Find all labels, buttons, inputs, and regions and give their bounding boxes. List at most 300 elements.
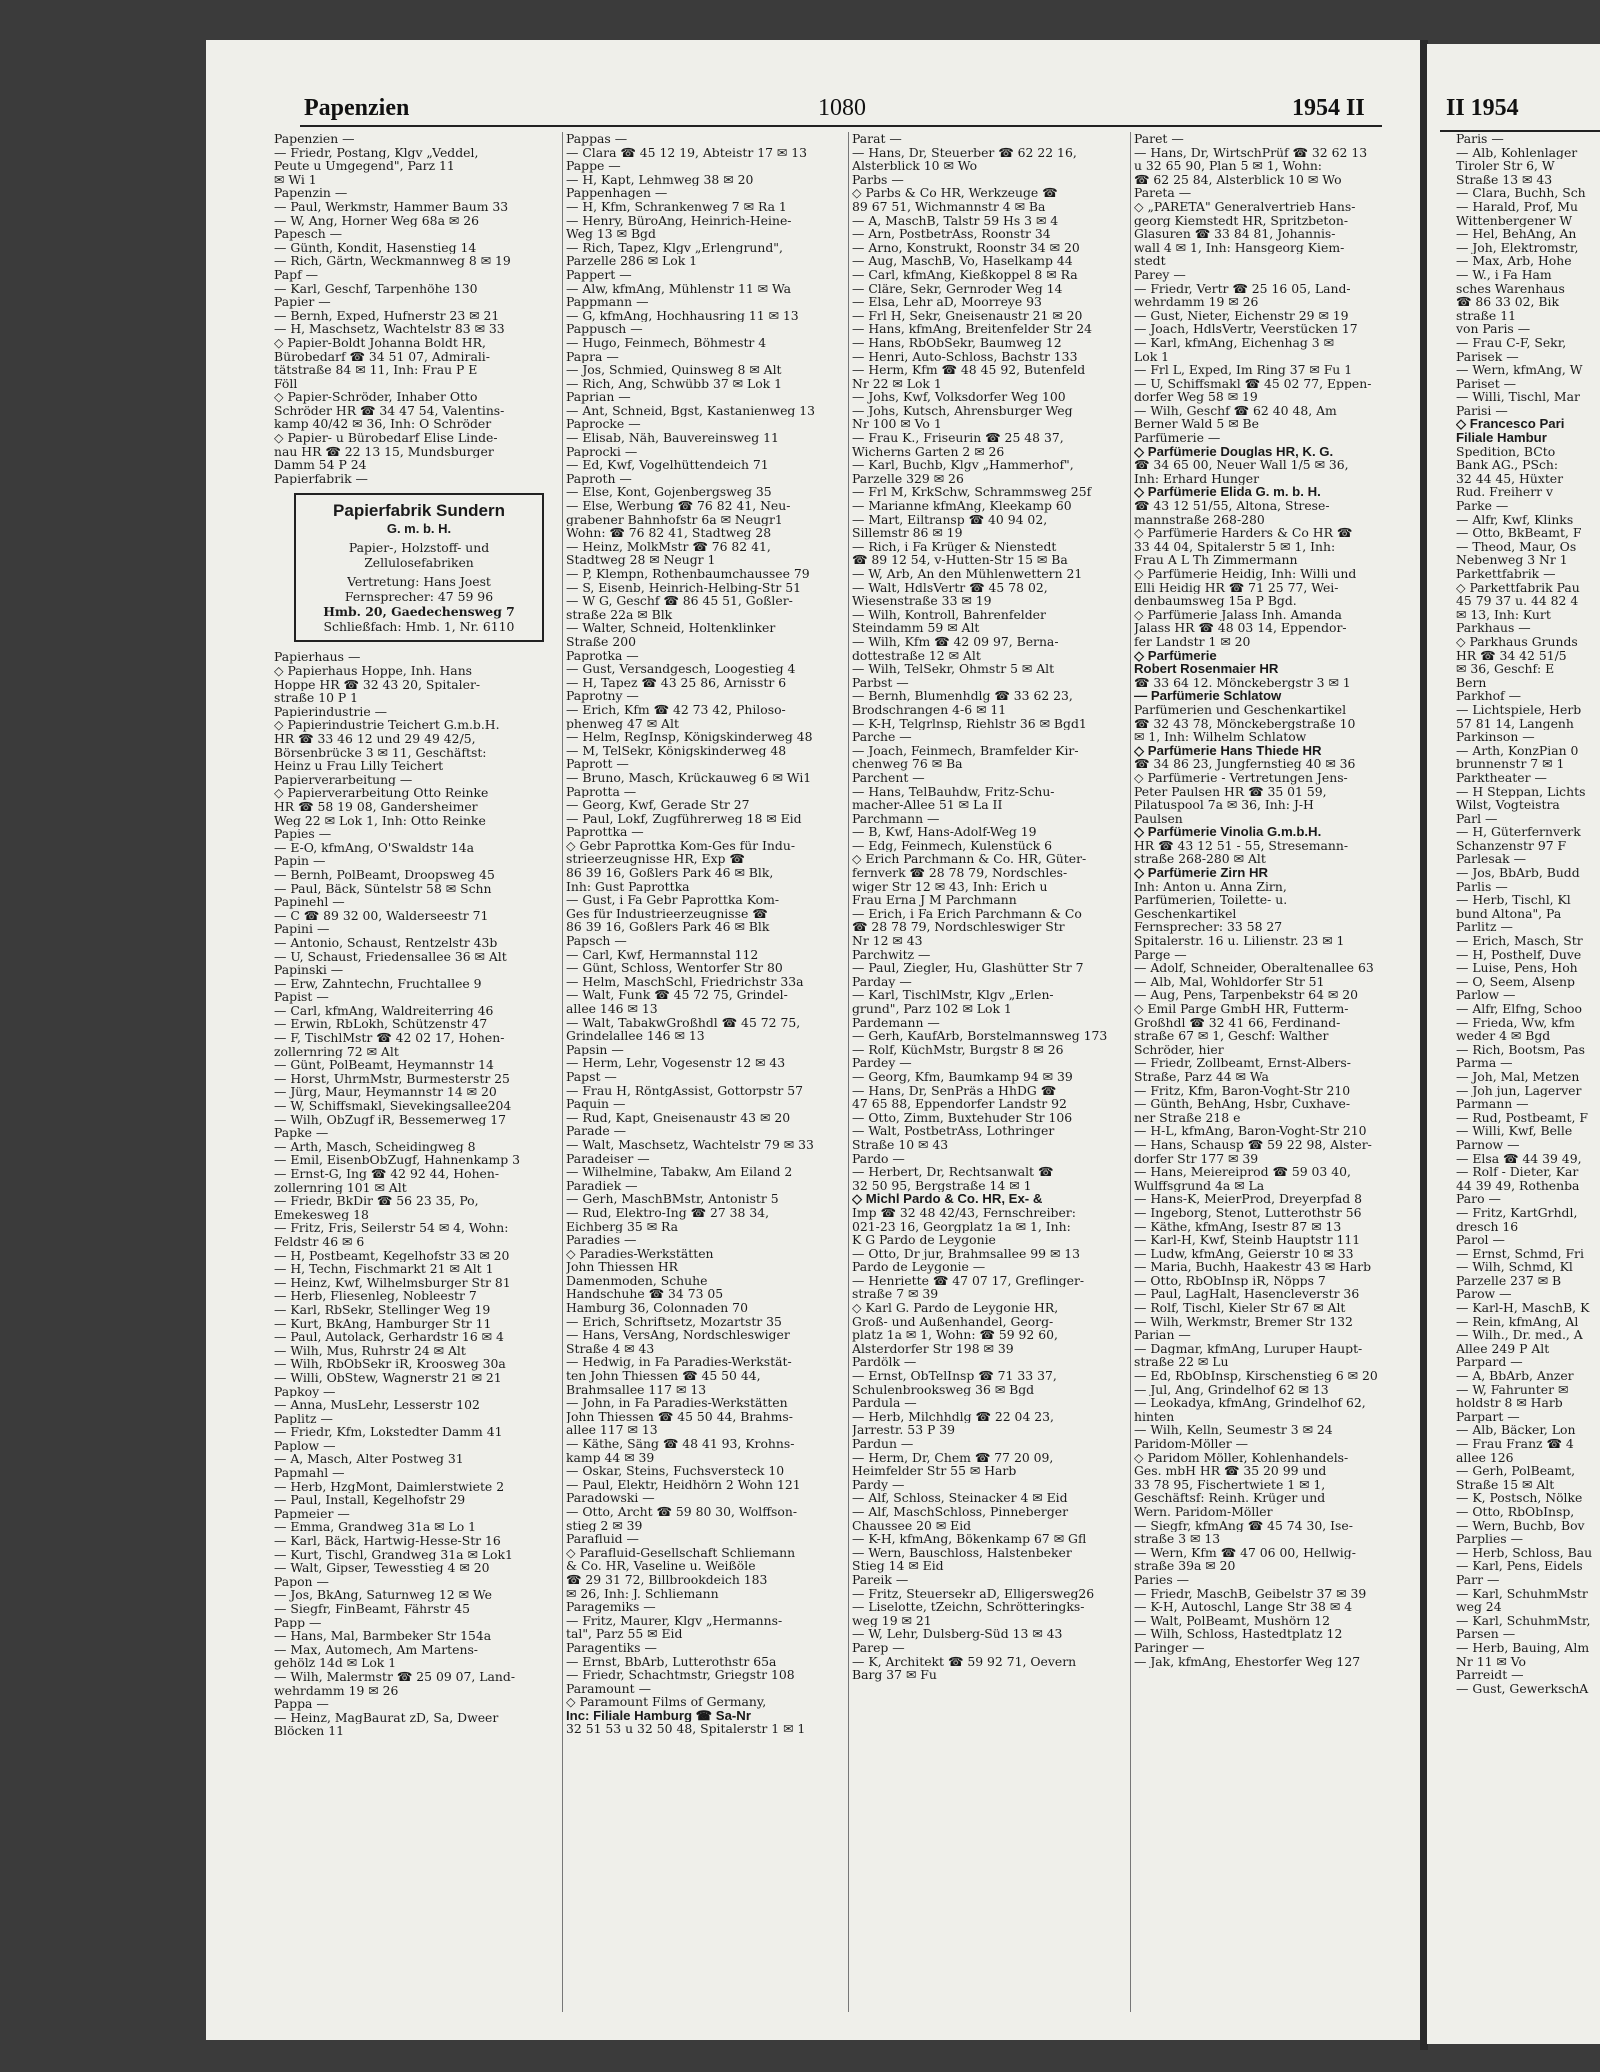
directory-entry: — Rich, Bootsm, Pas bbox=[1456, 1042, 1585, 1057]
directory-entry: — Else, Kont, Gojenbergsweg 35 bbox=[566, 485, 772, 500]
directory-entry: dresch 16 bbox=[1456, 1219, 1519, 1234]
directory-entry: ☎ 62 25 84, Alsterblick 10 ✉ Wo bbox=[1134, 172, 1342, 187]
surname-heading: Papf — bbox=[274, 267, 319, 282]
directory-entry: dorfer Str 177 ✉ 39 bbox=[1134, 1151, 1259, 1166]
directory-entry: — Aug, Pens, Tarpenbekstr 64 ✉ 20 bbox=[1134, 988, 1359, 1002]
directory-entry: — C ☎ 89 32 00, Walderseestr 71 bbox=[274, 908, 489, 923]
directory-entry: Rud. Freiherr v bbox=[1456, 485, 1554, 500]
surname-heading: Pardo — bbox=[852, 1151, 905, 1166]
directory-entry: — Rolf, KüchMstr, Burgstr 8 ✉ 26 bbox=[852, 1042, 1064, 1057]
directory-entry: — Joach, HdlsVertr, Veerstücken 17 bbox=[1134, 322, 1358, 336]
directory-entry: Ges. mbH HR ☎ 35 20 99 und bbox=[1134, 1464, 1327, 1478]
directory-entry: — Siegfr, kfmAng ☎ 45 74 30, Ise- bbox=[1134, 1518, 1353, 1533]
directory-entry: Geschäftsf: Reinh. Krüger und bbox=[1134, 1491, 1326, 1505]
directory-entry: — Wern, kfmAng, W bbox=[1456, 363, 1583, 377]
directory-entry: Eichberg 35 ✉ Ra bbox=[566, 1219, 679, 1234]
directory-entry: Geschenkartikel bbox=[1134, 906, 1237, 921]
directory-entry: allee 117 ✉ 13 bbox=[566, 1423, 658, 1437]
directory-entry: Steindamm 59 ✉ Alt bbox=[852, 621, 980, 635]
directory-entry: — Walt, Funk ☎ 45 72 75, Grindel- bbox=[566, 988, 788, 1002]
directory-entry: Peute u Umgegend", Parz 11 bbox=[274, 159, 455, 173]
directory-entry: Brahmsallee 117 ✉ 13 bbox=[566, 1382, 707, 1397]
directory-entry: — H, Kfm, Schrankenweg 7 ✉ Ra 1 bbox=[566, 199, 787, 214]
ad-line: Zellulosefabriken bbox=[364, 555, 474, 571]
directory-entry: Nebenweg 3 Nr 1 bbox=[1456, 553, 1568, 567]
directory-entry: — Wilh, Kfm ☎ 42 09 97, Berna- bbox=[852, 634, 1059, 649]
surname-heading: Parpard — bbox=[1456, 1355, 1523, 1370]
directory-entry: Ges für Industrieerzeugnisse ☎ bbox=[566, 906, 768, 921]
directory-entry: — Willi, Tischl, Mar bbox=[1456, 390, 1580, 404]
surname-heading: Pappas — bbox=[566, 132, 628, 146]
directory-entry: — Dagmar, kfmAng, Luruper Haupt- bbox=[1134, 1341, 1363, 1356]
directory-entry: ◇ Paradies-Werkstätten bbox=[566, 1246, 714, 1261]
directory-entry: — W., i Fa Ham bbox=[1456, 267, 1552, 282]
directory-entry: ◇ Parbs & Co HR, Werkzeuge ☎ bbox=[852, 186, 1058, 200]
directory-entry: — H, Tapez ☎ 43 25 86, Arnisstr 6 bbox=[566, 675, 787, 690]
surname-heading: Parma — bbox=[1456, 1056, 1513, 1070]
directory-entry: — Herm, Kfm ☎ 48 45 92, Butenfeld bbox=[852, 363, 1086, 377]
directory-entry: — Frl L, Exped, Im Ring 37 ✉ Fu 1 bbox=[1134, 363, 1353, 377]
directory-entry: ◇ Papierverarbeitung Otto Reinke bbox=[274, 786, 489, 800]
directory-entry: Parzelle 286 ✉ Lok 1 bbox=[566, 254, 698, 268]
directory-entry: Straße 15 ✉ Alt bbox=[1456, 1477, 1555, 1492]
surname-heading: Papst — bbox=[566, 1069, 617, 1084]
directory-entry: tätstraße 84 ✉ 11, Inh: Frau P E bbox=[274, 363, 478, 377]
directory-entry: — Wilh, Kelln, Seumestr 3 ✉ 24 bbox=[1134, 1423, 1333, 1437]
directory-entry: — Carl, Kwf, Hermannstal 112 bbox=[566, 947, 759, 962]
directory-entry: Spedition, BCto bbox=[1456, 444, 1556, 459]
directory-entry: u 32 65 90, Plan 5 ✉ 1, Wohn: bbox=[1134, 159, 1322, 173]
directory-entry: — Harald, Prof, Mu bbox=[1456, 199, 1579, 214]
surname-heading: Paplitz — bbox=[274, 1411, 333, 1426]
ad-title: Papierfabrik Sundern bbox=[333, 501, 505, 521]
directory-entry: Börsenbrücke 3 ✉ 11, Geschäftst: bbox=[274, 745, 487, 760]
column-1 bbox=[274, 132, 552, 2012]
directory-entry: Grindelallee 146 ✉ 13 bbox=[566, 1029, 705, 1043]
directory-entry: — Joh, Mal, Metzen bbox=[1456, 1069, 1580, 1084]
surname-heading: Parmann — bbox=[1456, 1097, 1529, 1111]
directory-entry: — Herb, Tischl, Kl bbox=[1456, 893, 1571, 907]
directory-entry: — Günth, BehAng, Hsbr, Cuxhave- bbox=[1134, 1097, 1351, 1111]
directory-entry: ☎ 28 78 79, Nordschleswiger Str bbox=[852, 920, 1065, 935]
directory-entry: — Gerh, MaschBMstr, Antonistr 5 bbox=[566, 1192, 779, 1206]
directory-entry: — Gust, Versandgesch, Loogestieg 4 bbox=[566, 662, 796, 676]
surname-heading: Pappusch — bbox=[566, 322, 643, 336]
surname-heading: Parat — bbox=[852, 132, 902, 146]
directory-entry: Parfümerien und Geschenkartikel bbox=[1134, 702, 1347, 717]
surname-heading: Paprocke — bbox=[566, 417, 641, 432]
directory-entry: — Hans, RbObSekr, Baumweg 12 bbox=[852, 335, 1062, 350]
directory-entry: Paulsen bbox=[1134, 811, 1183, 826]
directory-entry: Elli Heidig HR ☎ 71 25 77, Wei- bbox=[1134, 580, 1339, 595]
directory-entry: — B, Kwf, Hans-Adolf-Weg 19 bbox=[852, 825, 1037, 839]
surname-heading: Parr — bbox=[1456, 1572, 1500, 1587]
directory-entry: ☎ 34 65 00, Neuer Wall 1/5 ✉ 36, bbox=[1134, 458, 1349, 472]
directory-entry: — Cläre, Sekr, Gernroder Weg 14 bbox=[852, 281, 1063, 296]
directory-entry: wehrdamm 19 ✉ 26 bbox=[274, 1683, 399, 1698]
directory-entry: — Otto, Archt ☎ 59 80 30, Wolffson- bbox=[566, 1504, 798, 1519]
surname-heading: Papierverarbeitung — bbox=[274, 772, 413, 787]
directory-entry: wall 4 ✉ 1, Inh: Hansgeorg Kiem- bbox=[1134, 240, 1345, 255]
directory-entry: — Karl-H, Kwf, Steinb Hauptstr 111 bbox=[1134, 1233, 1361, 1247]
surname-heading: Paprotta — bbox=[566, 784, 637, 799]
directory-entry: — Horst, UhrmMstr, Burmesterstr 25 bbox=[274, 1071, 510, 1086]
directory-entry: — Karl, SchuhmMstr, bbox=[1456, 1613, 1591, 1628]
directory-entry: straße 10 P 1 bbox=[274, 691, 359, 705]
surname-heading: Papin — bbox=[274, 854, 326, 868]
directory-entry: Berner Wald 5 ✉ Be bbox=[1134, 417, 1259, 432]
directory-entry: HR ☎ 33 46 12 und 29 49 42/5, bbox=[274, 732, 476, 746]
surname-heading: Parow — bbox=[1456, 1287, 1512, 1302]
surname-heading: Parnow — bbox=[1456, 1137, 1520, 1152]
directory-entry: — Ant, Schneid, Bgst, Kastanienweg 13 bbox=[566, 403, 816, 418]
directory-entry: Pilatuspool 7a ✉ 36, Inh: J-H bbox=[1134, 798, 1314, 812]
directory-entry: ◇ Papierhaus Hoppe, Inh. Hans bbox=[274, 664, 473, 678]
directory-entry: ◇ Parafluid-Gesellschaft Schliemann bbox=[566, 1545, 796, 1560]
directory-entry: — Alf, MaschSchloss, Pinneberger bbox=[852, 1504, 1069, 1519]
directory-entry: Bürobedarf ☎ 34 51 07, Admirali- bbox=[274, 349, 490, 364]
directory-entry: — Elsa, Lehr aD, Moorreye 93 bbox=[852, 295, 1042, 309]
surname-heading: Parchent — bbox=[852, 770, 925, 785]
directory-entry: — U, Schiffsmakl ☎ 45 02 77, Eppen- bbox=[1134, 376, 1372, 391]
directory-entry: Stieg 14 ✉ Eid bbox=[852, 1559, 944, 1573]
surname-heading: Parge — bbox=[1134, 947, 1187, 962]
directory-entry: — Erich, Schriftsetz, Mozartstr 35 bbox=[566, 1314, 782, 1329]
directory-entry: Frau Erna J M Parchmann bbox=[852, 893, 1017, 907]
directory-entry: — Otto, RbObInsp iR, Nöpps 7 bbox=[1134, 1273, 1326, 1288]
directory-entry: allee 126 bbox=[1456, 1450, 1514, 1465]
ad-line: Schließfach: Hmb. 1, Nr. 6110 bbox=[323, 619, 515, 635]
directory-entry: Straße, Parz 44 ✉ Wa bbox=[1134, 1069, 1269, 1084]
directory-entry: — Frau K., Friseurin ☎ 25 48 37, bbox=[852, 431, 1064, 445]
directory-entry: — Frieda, Ww, kfm bbox=[1456, 1015, 1575, 1030]
directory-entry: Inh: Anton u. Anna Zirn, bbox=[1134, 879, 1287, 894]
directory-entry: ◇ Paramount Films of Germany, bbox=[566, 1695, 767, 1709]
column-1-top bbox=[274, 132, 552, 485]
directory-entry: — Walter, Schneid, Holtenklinker bbox=[566, 621, 776, 635]
directory-entry: — Hans, Mal, Barmbeker Str 154a bbox=[274, 1629, 492, 1643]
surname-heading: Parke — bbox=[1456, 499, 1509, 513]
directory-entry: — Walt, HdlsVertr ☎ 45 78 02, bbox=[852, 580, 1048, 595]
directory-entry: — Alb, Mal, Wohldorfer Str 51 bbox=[1134, 974, 1325, 989]
surname-heading: Papier — bbox=[274, 295, 331, 309]
directory-entry: weg 19 ✉ 21 bbox=[852, 1613, 932, 1628]
directory-entry: straße 22a ✉ Blk bbox=[566, 607, 673, 622]
directory-entry: Blöcken 11 bbox=[274, 1724, 344, 1738]
directory-entry: — Hel, BehAng, An bbox=[1456, 227, 1577, 241]
surname-heading: Paridom-Möller — bbox=[1134, 1437, 1249, 1451]
directory-entry: weder 4 ✉ Bgd bbox=[1456, 1029, 1551, 1043]
surname-heading: Parfümerie — bbox=[1134, 431, 1221, 445]
directory-entry: 33 78 95, Fischertwiete 1 ✉ 1, bbox=[1134, 1477, 1326, 1492]
directory-entry: — Alf, Schloss, Steinacker 4 ✉ Eid bbox=[852, 1491, 1068, 1505]
surname-heading: Pardo de Leygonie — bbox=[852, 1260, 986, 1274]
directory-entry: — U, Schaust, Friedensallee 36 ✉ Alt bbox=[274, 949, 507, 964]
surname-heading: Paquin — bbox=[566, 1097, 626, 1111]
directory-entry: — Georg, Kfm, Baumkamp 94 ✉ 39 bbox=[852, 1069, 1073, 1084]
directory-entry: Peter Paulsen HR ☎ 35 01 59, bbox=[1134, 784, 1327, 799]
directory-entry: ✉ Wi 1 bbox=[274, 172, 317, 187]
surname-heading: Parchmann — bbox=[852, 811, 940, 826]
directory-entry: ◇ Parfümerie - Vertretungen Jens- bbox=[1134, 770, 1348, 785]
directory-entry: bund Altona", Pa bbox=[1456, 906, 1562, 921]
directory-entry: — Else, Werbung ☎ 76 82 41, Neu- bbox=[566, 499, 791, 513]
surname-heading: Pariset — bbox=[1456, 376, 1517, 391]
directory-entry: — Fritz, Steuersekr aD, Elligersweg26 bbox=[852, 1586, 1095, 1601]
ad-line: Papier-, Holzstoff- und bbox=[348, 540, 490, 556]
directory-entry: Parfümerien, Toilette- u. bbox=[1134, 893, 1288, 907]
directory-entry: ☎ 29 31 72, Billbrookdeich 183 bbox=[566, 1572, 768, 1587]
column-5-facing bbox=[1456, 132, 1600, 2012]
directory-entry: — Emma, Grandweg 31a ✉ Lo 1 bbox=[274, 1520, 476, 1535]
directory-entry: — Karl, Pens, Eidels bbox=[1456, 1559, 1583, 1573]
surname-heading: Parian — bbox=[1134, 1328, 1191, 1342]
ad-line: Fernsprecher: 47 59 96 bbox=[344, 589, 494, 605]
directory-entry: John Thiessen HR bbox=[566, 1260, 678, 1274]
directory-entry: Wiesenstraße 33 ✉ 19 bbox=[852, 594, 992, 608]
surname-heading: Paringer — bbox=[1134, 1640, 1205, 1655]
directory-entry: — Wilh, RbObSekr iR, Kroosweg 30a bbox=[274, 1357, 506, 1371]
directory-entry: — Clara, Buchh, Sch bbox=[1456, 186, 1586, 200]
surname-heading: Pardy — bbox=[852, 1477, 905, 1492]
surname-heading: Papies — bbox=[274, 827, 332, 841]
directory-entry: — Frau H, RöntgAssist, Gottorpstr 57 bbox=[566, 1083, 803, 1098]
surname-heading: Parkettfabrik — bbox=[1456, 567, 1556, 581]
directory-entry: — A, MaschB, Talstr 59 Hs 3 ✉ 4 bbox=[852, 213, 1059, 228]
directory-entry: ◇ Emil Parge GmbH HR, Futterm- bbox=[1134, 1002, 1349, 1016]
directory-entry: — Frau C-F, Sekr, bbox=[1456, 335, 1567, 350]
directory-entry: ◇ Michl Pardo & Co. HR, Ex- & bbox=[852, 1192, 1043, 1206]
surname-heading: Papini — bbox=[274, 922, 330, 936]
directory-entry: Straße 13 ✉ 43 bbox=[1456, 172, 1553, 187]
directory-entry: — Paul, Werkmstr, Hammer Baum 33 bbox=[274, 199, 509, 214]
directory-entry: — Herbert, Dr, Rechtsanwalt ☎ bbox=[852, 1165, 1054, 1179]
directory-entry: — M, TelSekr, Königskinderweg 48 bbox=[566, 743, 787, 758]
directory-entry: platz 1a ✉ 1, Wohn: ☎ 59 92 60, bbox=[852, 1328, 1058, 1342]
surname-heading: Paragemiks — bbox=[566, 1600, 656, 1614]
directory-entry: — Emil, EisenbObZugf, Hahnenkamp 3 bbox=[274, 1153, 521, 1167]
directory-entry: ◇ Papier-Schröder, Inhaber Otto bbox=[274, 390, 478, 404]
directory-entry: — Alfr, Kwf, Klinks bbox=[1456, 512, 1574, 527]
surname-heading: Pareta — bbox=[1134, 186, 1192, 200]
directory-entry: — Otto, RbObInsp, bbox=[1456, 1504, 1575, 1519]
directory-entry: — Wilh, Werkmstr, Bremer Str 132 bbox=[1134, 1314, 1353, 1329]
directory-entry: Glasuren ☎ 33 84 81, Johannis- bbox=[1134, 227, 1336, 241]
directory-entry: — Paul, Autolack, Gerhardstr 16 ✉ 4 bbox=[274, 1330, 504, 1344]
directory-entry: — S, Eisenb, Heinrich-Helbing-Str 51 bbox=[566, 580, 802, 595]
directory-entry: ✉ 1, Inh: Wilhelm Schlatow bbox=[1134, 730, 1307, 744]
directory-entry: Nr 100 ✉ Vo 1 bbox=[852, 417, 942, 432]
directory-entry: — Henriette ☎ 47 07 17, Greflinger- bbox=[852, 1273, 1085, 1288]
directory-entry: ☎ 34 86 23, Jungfernstieg 40 ✉ 36 bbox=[1134, 757, 1356, 771]
surname-heading: Papmeier — bbox=[274, 1506, 350, 1521]
directory-entry: — Friedr, Schachtmstr, Griegstr 108 bbox=[566, 1668, 795, 1682]
directory-entry: — Henry, BüroAng, Heinrich-Heine- bbox=[566, 213, 792, 228]
directory-entry: ◇ Erich Parchmann & Co. HR, Güter- bbox=[852, 852, 1087, 867]
directory-entry: Groß- und Außenhandel, Georg- bbox=[852, 1314, 1054, 1329]
surname-heading: Paro — bbox=[1456, 1192, 1501, 1206]
directory-entry: — Paul, LagHalt, Hasencleverstr 36 bbox=[1134, 1287, 1360, 1302]
directory-entry: Tiroler Str 6, W bbox=[1456, 159, 1555, 173]
surname-heading: Paproth — bbox=[566, 471, 632, 486]
directory-entry: Filiale Hambur bbox=[1456, 431, 1547, 445]
directory-entry: — Jul, Ang, Grindelhof 62 ✉ 13 bbox=[1134, 1382, 1329, 1397]
directory-entry: — Siegfr, FinBeamt, Fährstr 45 bbox=[274, 1602, 471, 1616]
surname-heading: Parlis — bbox=[1456, 879, 1508, 894]
column-3 bbox=[848, 132, 1128, 2012]
directory-entry: Parzelle 329 ✉ 26 bbox=[852, 471, 964, 486]
directory-entry: — H, Posthelf, Duve bbox=[1456, 947, 1582, 962]
surname-heading: Parep — bbox=[852, 1640, 905, 1655]
directory-entry: — Lichtspiele, Herb bbox=[1456, 702, 1582, 717]
directory-entry: — Arth, KonzPian 0 bbox=[1456, 743, 1579, 758]
directory-entry: fernverk ☎ 28 78 79, Nordschles- bbox=[852, 866, 1068, 880]
directory-entry: — A, BbArb, Anzer bbox=[1456, 1369, 1574, 1383]
directory-entry: — Karl, RbSekr, Stellinger Weg 19 bbox=[274, 1302, 491, 1317]
directory-entry: — Walt, TabakwGroßhdl ☎ 45 72 75, bbox=[566, 1015, 801, 1030]
directory-entry: ◇ Parfümerie Hans Thiede HR bbox=[1134, 743, 1322, 758]
directory-entry: denbaumsweg 15a P Bgd. bbox=[1134, 594, 1297, 608]
directory-entry: Barg 37 ✉ Fu bbox=[852, 1668, 937, 1682]
directory-entry: — Arth, Masch, Scheidingweg 8 bbox=[274, 1139, 476, 1154]
directory-entry: — Jos, Schmied, Quinsweg 8 ✉ Alt bbox=[566, 363, 782, 377]
directory-entry: Emekesweg 18 bbox=[274, 1207, 369, 1222]
directory-entry: — Max, Automech, Am Martens- bbox=[274, 1642, 478, 1657]
directory-entry: Schröder, hier bbox=[1134, 1042, 1224, 1057]
directory-entry: — H, Güterfernverk bbox=[1456, 825, 1581, 839]
directory-entry: — P, Klempn, Rothenbaumchaussee 79 bbox=[566, 567, 810, 581]
directory-entry: straße 22 ✉ Lu bbox=[1134, 1355, 1229, 1370]
directory-entry: — Clara ☎ 45 12 19, Abteistr 17 ✉ 13 bbox=[566, 145, 807, 160]
directory-entry: — Theod, Maur, Os bbox=[1456, 539, 1577, 554]
directory-entry: — H-L, kfmAng, Baron-Voght-Str 210 bbox=[1134, 1124, 1367, 1138]
surname-heading: Pappa — bbox=[274, 1697, 329, 1711]
directory-entry: — Karl, TischlMstr, Klgv „Erlen- bbox=[852, 988, 1054, 1002]
surname-heading: Parol — bbox=[1456, 1233, 1505, 1247]
directory-entry: Straße 4 ✉ 43 bbox=[566, 1341, 655, 1356]
directory-entry: allee 146 ✉ 13 bbox=[566, 1002, 658, 1016]
surname-heading: Papra — bbox=[566, 349, 619, 364]
directory-entry: Jalass HR ☎ 48 03 14, Eppendor- bbox=[1134, 621, 1347, 635]
directory-entry: Sillemstr 86 ✉ 19 bbox=[852, 526, 963, 540]
directory-entry: — K-H, Telgrlnsp, Riehlstr 36 ✉ Bgd1 bbox=[852, 716, 1087, 731]
directory-entry: — Edg, Feinmech, Kulenstück 6 bbox=[852, 838, 1053, 853]
directory-entry: holdstr 8 ✉ Harb bbox=[1456, 1396, 1563, 1410]
directory-entry: Schanzenstr 97 F bbox=[1456, 838, 1567, 853]
surname-heading: Parey — bbox=[1134, 267, 1186, 282]
directory-entry: ◇ Paridom Möller, Kohlenhandels- bbox=[1134, 1450, 1349, 1465]
surname-heading: Parlow — bbox=[1456, 988, 1516, 1002]
directory-entry: ◇ Parkettfabrik Pau bbox=[1456, 580, 1580, 595]
surname-heading: Parafluid — bbox=[566, 1532, 639, 1546]
surname-heading: Pardun — bbox=[852, 1437, 914, 1451]
ad-line: Hmb. 20, Gaedechensweg 7 bbox=[323, 604, 515, 620]
directory-entry: — W, Arb, An den Mühlenwettern 21 bbox=[852, 567, 1083, 581]
directory-entry: — Ludw, kfmAng, Geierstr 10 ✉ 33 bbox=[1134, 1246, 1354, 1261]
directory-entry: — Alfr, Elfng, Schoo bbox=[1456, 1002, 1582, 1016]
directory-entry: — Karl, SchuhmMstr bbox=[1456, 1586, 1588, 1601]
directory-entry: straße 268-280 ✉ Alt bbox=[1134, 852, 1266, 867]
directory-entry: — Herb, Milchhdlg ☎ 22 04 23, bbox=[852, 1409, 1054, 1424]
directory-entry: & Co. HR, Vaseline u. Weißöle bbox=[566, 1559, 756, 1573]
directory-entry: — Käthe, Säng ☎ 48 41 93, Krohns- bbox=[566, 1437, 795, 1451]
directory-entry: — Rolf, Tischl, Kieler Str 67 ✉ Alt bbox=[1134, 1301, 1346, 1315]
directory-entry: ◇ Parfümerie Harders & Co HR ☎ bbox=[1134, 526, 1353, 540]
directory-entry: dottestraße 12 ✉ Alt bbox=[852, 648, 981, 663]
directory-entry: Großhdl ☎ 32 41 66, Ferdinand- bbox=[1134, 1015, 1341, 1030]
directory-entry: weg 24 bbox=[1456, 1600, 1502, 1614]
surname-heading: Parday — bbox=[852, 974, 912, 989]
surname-heading: Paramount — bbox=[566, 1681, 651, 1696]
directory-entry: — Kurt, BkAng, Hamburger Str 11 bbox=[274, 1316, 492, 1331]
surname-heading: Papsch — bbox=[566, 934, 627, 948]
directory-entry: — Hans, Dr, WirtschPrüf ☎ 32 62 13 bbox=[1134, 145, 1368, 160]
directory-entry: — Jak, kfmAng, Ehestorfer Weg 127 bbox=[1134, 1654, 1361, 1669]
surname-heading: Parkinson — bbox=[1456, 730, 1535, 744]
directory-entry: — Georg, Kwf, Gerade Str 27 bbox=[566, 798, 750, 812]
directory-entry: grabener Bahnhofstr 6a ✉ Neugr1 bbox=[566, 512, 783, 527]
directory-entry: — Helm, MaschSchl, Friedrichstr 33a bbox=[566, 974, 804, 989]
directory-entry: — Helm, RegInsp, Königskinderweg 48 bbox=[566, 730, 813, 744]
directory-entry: 86 39 16, Goßlers Park 46 ✉ Blk bbox=[566, 920, 770, 935]
directory-entry: ◇ Parfümerie Zirn HR bbox=[1134, 866, 1268, 880]
surname-heading: Paradiek — bbox=[566, 1178, 638, 1193]
directory-entry: — Alb, Bäcker, Lon bbox=[1456, 1423, 1576, 1437]
surname-heading: Pardölk — bbox=[852, 1355, 917, 1370]
surname-heading: Paradowski — bbox=[566, 1491, 655, 1505]
directory-entry: — Ernst, BbArb, Lutterothstr 65a bbox=[566, 1654, 777, 1669]
directory-entry: ten John Thiessen ☎ 45 50 44, bbox=[566, 1369, 761, 1383]
directory-entry: Hamburg 36, Colonnaden 70 bbox=[566, 1301, 748, 1315]
directory-entry: — Erich, Masch, Str bbox=[1456, 934, 1583, 948]
directory-entry: — Wilh, Kontroll, Bahrenfelder bbox=[852, 607, 1046, 622]
surname-heading: Paprotka — bbox=[566, 648, 639, 663]
surname-heading: Parktheater — bbox=[1456, 770, 1547, 785]
directory-entry: Frau A L Th Zimmermann bbox=[1134, 553, 1298, 567]
surname-heading: Parplies — bbox=[1456, 1532, 1523, 1546]
directory-entry: fer Landstr 1 ✉ 20 bbox=[1134, 634, 1251, 649]
directory-entry: — W, Ang, Horner Weg 68a ✉ 26 bbox=[274, 213, 479, 228]
directory-entry: — Wilh, Geschf ☎ 62 40 48, Am bbox=[1134, 403, 1337, 418]
directory-entry: straße 39a ✉ 20 bbox=[1134, 1559, 1236, 1573]
directory-entry: ◇ Parfümerie Vinolia G.m.b.H. bbox=[1134, 825, 1322, 839]
surname-heading: Papkoy — bbox=[274, 1384, 336, 1399]
directory-entry: — Heinz, MagBaurat zD, Sa, Dweer bbox=[274, 1710, 499, 1725]
directory-entry: Weg 13 ✉ Bgd bbox=[566, 227, 656, 241]
directory-entry: — Parfümerie Schlatow bbox=[1134, 689, 1282, 703]
directory-entry: — Wern, Bauschloss, Halstenbeker bbox=[852, 1545, 1072, 1560]
directory-entry: — K-H, kfmAng, Bökenkamp 67 ✉ Gfl bbox=[852, 1532, 1087, 1546]
directory-entry: — Ernst, Schmd, Fri bbox=[1456, 1246, 1584, 1261]
directory-entry: 47 65 88, Eppendorfer Landstr 92 bbox=[852, 1097, 1067, 1111]
directory-entry: ner Straße 218 e bbox=[1134, 1110, 1241, 1125]
surname-heading: Parisi — bbox=[1456, 403, 1508, 418]
directory-entry: — Jos, BbArb, Budd bbox=[1456, 866, 1580, 880]
directory-entry: — H, Techn, Fischmarkt 21 ✉ Alt 1 bbox=[274, 1262, 494, 1276]
surname-heading: Papenzin — bbox=[274, 186, 348, 200]
directory-entry: — Ed, RbObInsp, Kirschenstieg 6 ✉ 20 bbox=[1134, 1369, 1378, 1383]
directory-entry: Parzelle 237 ✉ B bbox=[1456, 1273, 1562, 1288]
surname-heading: Pardula — bbox=[852, 1396, 917, 1410]
directory-entry: — Walt, PolBeamt, Mushörn 12 bbox=[1134, 1613, 1330, 1628]
ad-line: Vertretung: Hans Joest bbox=[347, 574, 491, 590]
directory-entry: ☎ 86 33 02, Bik bbox=[1456, 295, 1560, 309]
running-head-year: 1954 II bbox=[1292, 95, 1365, 121]
directory-entry: — Carl, kfmAng, Kießkoppel 8 ✉ Ra bbox=[852, 267, 1078, 282]
directory-entry: — Wilh, Schmd, Kl bbox=[1456, 1260, 1573, 1274]
directory-entry: ☎ 32 43 78, Mönckebergstraße 10 bbox=[1134, 716, 1356, 731]
surname-heading: Parisek — bbox=[1456, 349, 1519, 364]
